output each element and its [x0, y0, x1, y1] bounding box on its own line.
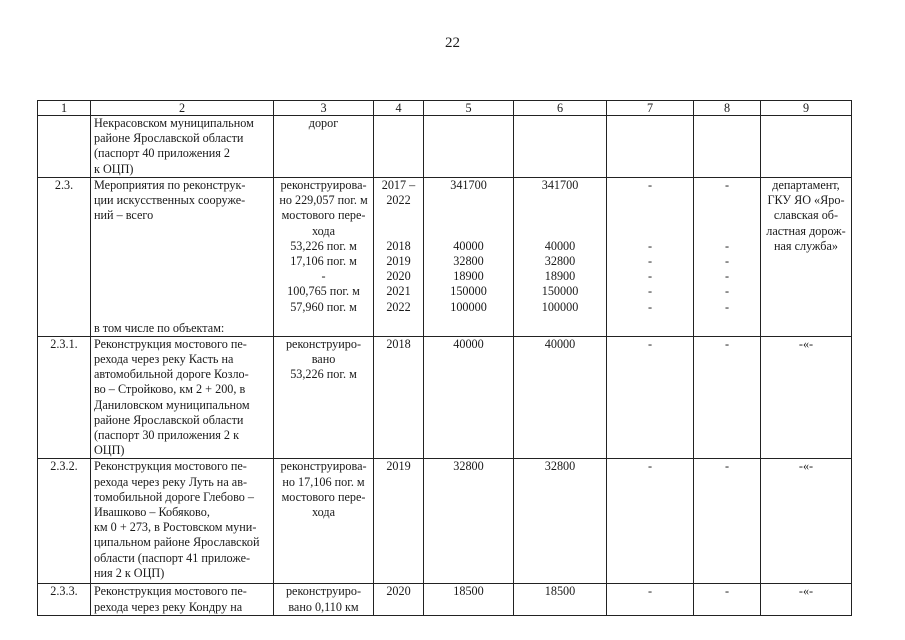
- cell-executor: -«-: [761, 336, 852, 459]
- column-number: 1: [38, 101, 91, 116]
- column-number: 4: [374, 101, 424, 116]
- cell-years: 2020: [374, 584, 424, 615]
- cell-number: 2.3.2.: [38, 459, 91, 584]
- cell-result: реконструирова- но 229,057 пог. м мостового пере- хода 53,226 пог. м 17,106 пог. м - 100,765 пог. м 57,960 пог. м: [274, 178, 374, 337]
- cell-col8: - - - - - -: [694, 178, 761, 337]
- column-number: 3: [274, 101, 374, 116]
- table-row: [38, 336, 852, 459]
- cell-number: 2.3.3.: [38, 584, 91, 615]
- table-row: [38, 178, 852, 337]
- cell-col8: -: [694, 336, 761, 459]
- cell-col7: -: [607, 584, 694, 615]
- column-number: 8: [694, 101, 761, 116]
- cell-total: 32800: [424, 459, 514, 584]
- cell-years: 2019: [374, 459, 424, 584]
- cell-description: Мероприятия по реконструк- ции искусственных сооруже- ний – всего в том числе по объектам:: [91, 178, 274, 337]
- cell-total: 18500: [424, 584, 514, 615]
- cell-regional-budget: 32800: [514, 459, 607, 584]
- cell-number: 2.3.: [38, 178, 91, 337]
- cell-description: Реконструкция мостового пе- рехода через реку Кондру на: [91, 584, 274, 615]
- cell-description: Реконструкция мостового пе- рехода через реку Луть на ав- томобильной дороге Глебово – Ивашково – Кобяково, км 0 + 273, в Ростовском муни- ципальном районе Ярославской области (паспорт 41 приложе- ния 2 к ОЦП): [91, 459, 274, 584]
- column-number: 2: [91, 101, 274, 116]
- cell-executor: -«-: [761, 584, 852, 615]
- column-number: 9: [761, 101, 852, 116]
- cell-number: [38, 116, 91, 178]
- column-number: 7: [607, 101, 694, 116]
- cell-total: 40000: [424, 336, 514, 459]
- cell-col7: - - - - - -: [607, 178, 694, 337]
- cell-col8: -: [694, 459, 761, 584]
- table-row: [38, 116, 852, 178]
- cell-executor: департамент, ГКУ ЯО «Яро- славская об- ластная дорож- ная служба»: [761, 178, 852, 337]
- program-table: [37, 100, 852, 616]
- cell-regional-budget: 18500: [514, 584, 607, 615]
- cell-executor: -«-: [761, 459, 852, 584]
- cell-result: реконструирова- но 17,106 пог. м мостового пере- хода: [274, 459, 374, 584]
- page-number: 22: [445, 35, 460, 51]
- column-number: 5: [424, 101, 514, 116]
- cell-years: 2018: [374, 336, 424, 459]
- table-row: [38, 459, 852, 584]
- cell-col7: -: [607, 459, 694, 584]
- cell-result: реконструиро- вано 53,226 пог. м: [274, 336, 374, 459]
- cell-number: 2.3.1.: [38, 336, 91, 459]
- column-number: 6: [514, 101, 607, 116]
- cell-regional-budget: 341700 40000 32800 18900 150000 100000: [514, 178, 607, 337]
- table-row: [38, 584, 852, 615]
- cell-total: 341700 40000 32800 18900 150000 100000: [424, 178, 514, 337]
- cell-result: дорог: [274, 116, 374, 178]
- cell-col8: -: [694, 584, 761, 615]
- cell-description: Некрасовском муниципальном районе Ярославской области (паспорт 40 приложения 2 к ОЦП): [91, 116, 274, 178]
- cell-years: 2017 – 2022 2018 2019 2020 2021 2022: [374, 178, 424, 337]
- cell-col7: -: [607, 336, 694, 459]
- cell-regional-budget: 40000: [514, 336, 607, 459]
- cell-result: реконструиро- вано 0,110 км: [274, 584, 374, 615]
- column-numbers-row: [38, 101, 852, 116]
- cell-description: Реконструкция мостового пе- рехода через реку Касть на автомобильной дороге Козло- во – Стройково, км 2 + 200, в Даниловском муниципальном районе Ярославской области (паспорт 30 приложения 2 к ОЦП): [91, 336, 274, 459]
